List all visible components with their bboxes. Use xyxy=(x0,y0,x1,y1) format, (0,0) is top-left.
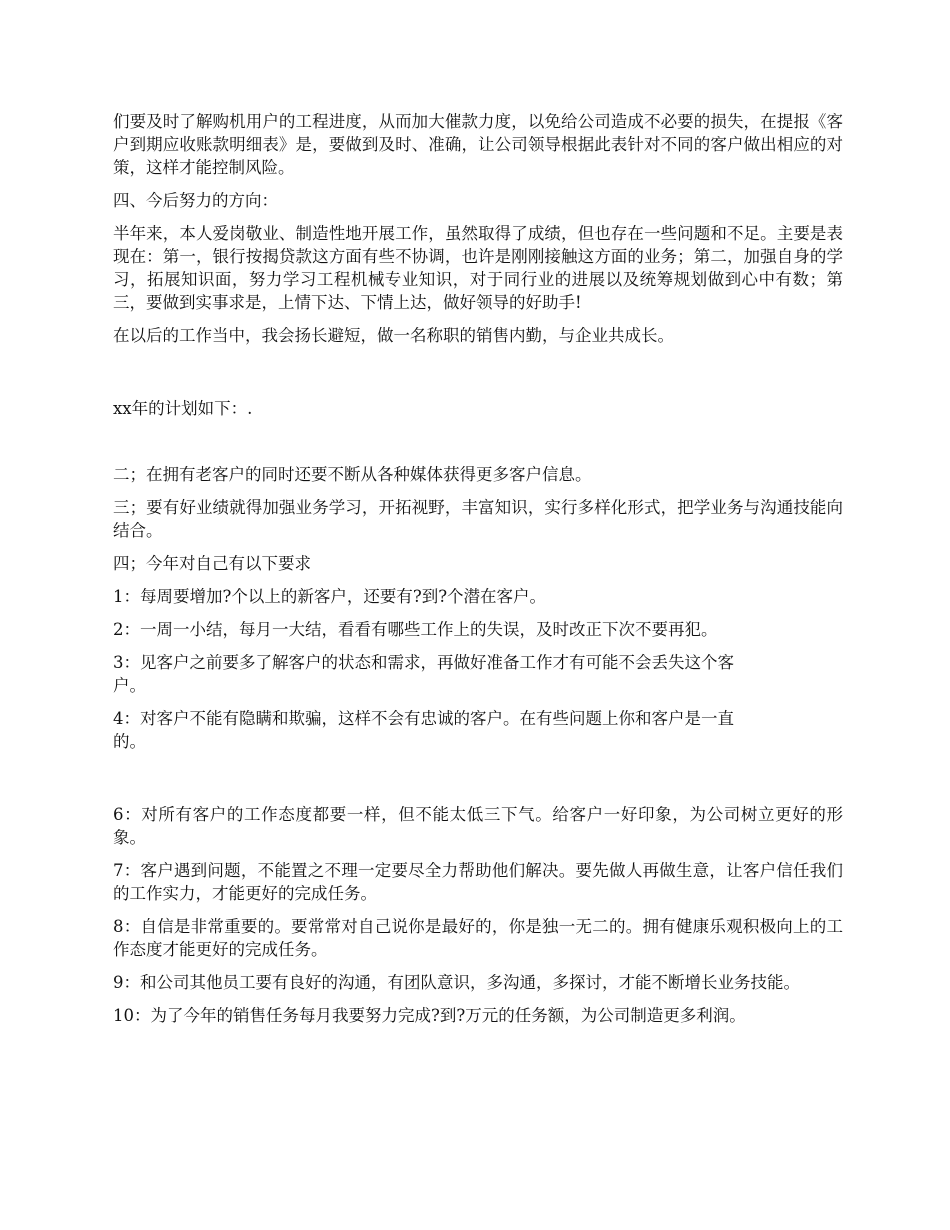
requirement-1: 1：每周要增加?个以上的新客户，还要有?到?个潜在客户。 xyxy=(113,587,547,606)
requirement-3: 3：见客户之前要多了解客户的状态和需求，再做好准备工作才有可能不会丢失这个客 户。 xyxy=(113,653,734,695)
spacer xyxy=(113,763,843,803)
document-page xyxy=(113,110,843,1037)
requirement-4: 4：对客户不能有隐瞒和欺骗，这样不会有忠诚的客户。在有些问题上你和客户是一直 的。 xyxy=(113,709,734,751)
requirement-10: 10：为了今年的销售任务每月我要努力完成?到?万元的任务额，为公司制造更多利润。 xyxy=(113,1006,746,1025)
requirement-8: 8：自信是非常重要的。要常常对自己说你是最好的，你是独一无二的。拥有健康乐观积极向上的工作态度才能更好的完成任务。 xyxy=(113,917,843,959)
paragraph-half-year-review: 半年来，本人爱岗敬业、制造性地开展工作，虽然取得了成绩，但也存在一些问题和不足。主要是表现在：第一，银行按揭贷款这方面有些不协调，也许是刚刚接触这方面的业务；第二，加强自身的学习，拓展知识面，努力学习工程机械专业知识，对于同行业的进展以及统筹规划做到心中有数；第三，要做到实事求是，上情下达、下情上达，做好领导的好助手! xyxy=(113,224,843,312)
spacer xyxy=(113,430,843,463)
spacer xyxy=(113,357,843,397)
plan-item-3: 三；要有好业绩就得加强业务学习，开拓视野，丰富知识，实行多样化形式，把学业务与沟通技能向结合。 xyxy=(113,498,843,540)
requirement-6: 6：对所有客户的工作态度都要一样，但不能太低三下气。给客户一好印象，为公司树立更好的形象。 xyxy=(113,805,843,847)
requirement-2: 2：一周一小结，每月一大结，看看有哪些工作上的失误，及时改正下次不要再犯。 xyxy=(113,620,718,639)
requirement-9: 9：和公司其他员工要有良好的沟通，有团队意识，多沟通，多探讨，才能不断增长业务技能。 xyxy=(113,973,800,992)
paragraph-collections: 们要及时了解购机用户的工程进度，从而加大催款力度，以免给公司造成不必要的损失，在提报《客户到期应收账款明细表》是，要做到及时、准确，让公司领导根据此表针对不同的客户做出相应的对策，这样才能控制风险。 xyxy=(113,112,843,177)
plan-heading: xx年的计划如下：. xyxy=(113,399,253,418)
section-heading-future-direction: 四、今后努力的方向： xyxy=(113,191,278,210)
plan-item-2: 二；在拥有老客户的同时还要不断从各种媒体获得更多客户信息。 xyxy=(113,465,592,484)
paragraph-future-work: 在以后的工作当中，我会扬长避短，做一名称职的销售内勤，与企业共成长。 xyxy=(113,326,674,345)
requirement-7: 7：客户遇到问题，不能置之不理一定要尽全力帮助他们解决。要先做人再做生意，让客户信任我们的工作实力，才能更好的完成任务。 xyxy=(113,861,843,903)
plan-item-4: 四；今年对自己有以下要求 xyxy=(113,554,311,573)
